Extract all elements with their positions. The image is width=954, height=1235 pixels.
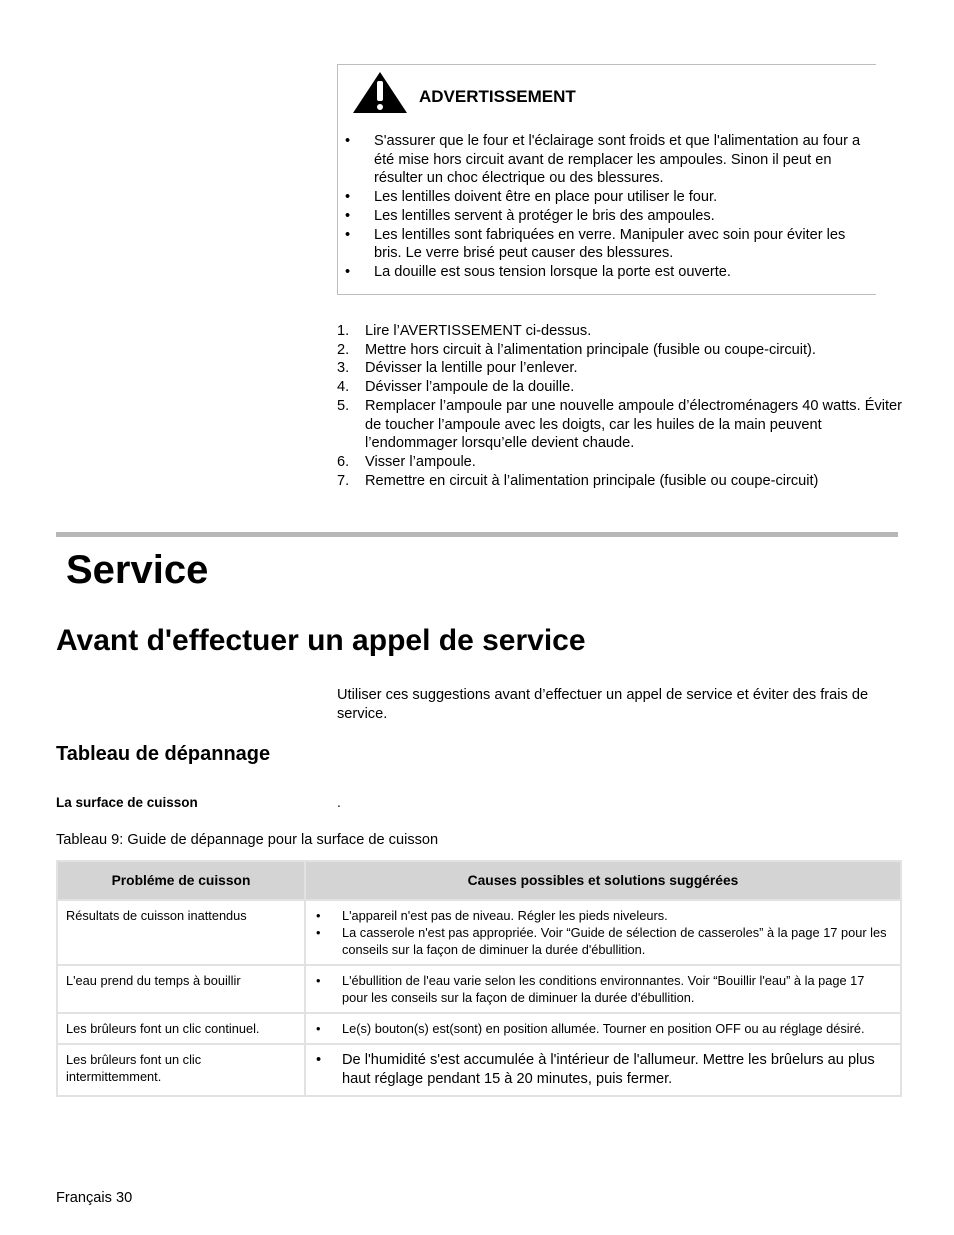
bullet: • [316, 908, 321, 923]
step-item: 4. Dévisser l’ampoule de la douille. [337, 379, 575, 396]
page-footer: Français 30 [56, 1190, 133, 1206]
intro-text: Utiliser ces suggestions avant d’effectuer un appel de service et éviter des frais de service. [337, 687, 869, 722]
cause-list [314, 907, 892, 958]
section-divider [56, 532, 898, 537]
troubleshooting-title: Tableau de dépannage [56, 743, 271, 765]
cause-list [314, 1020, 892, 1037]
table-row [57, 965, 901, 1013]
step-item: 5. Remplacer l’ampoule par une nouvelle ampoule d’électroménagers 40 watts. Éviter de toucher l’ampoule avec les doigts, car les huiles de la main peuvent l’endommager lorsqu’elle devient chaude. [337, 397, 903, 452]
step-item: 7. Remettre en circuit à l’alimentation principale (fusible ou coupe-circuit) [337, 472, 819, 489]
table-row [57, 900, 901, 965]
problem-cell: Les brûleurs font un clic continuel. [57, 1013, 305, 1044]
causes-cell [305, 1013, 901, 1044]
warning-item: • Les lentilles doivent être en place pour utiliser le four. [345, 189, 718, 206]
bullet: • [345, 263, 351, 280]
bullet: • [316, 973, 321, 988]
bullet: • [345, 226, 351, 243]
subsection-title: Avant d'effectuer un appel de service [56, 624, 586, 657]
bullet: • [316, 925, 321, 940]
bullet: • [316, 1052, 322, 1068]
causes-cell [305, 1044, 901, 1096]
warning-list [345, 132, 870, 282]
surface-dot: . [337, 794, 341, 810]
causes-cell [305, 900, 901, 965]
table-row [57, 1013, 901, 1044]
step-item: 1. Lire l’AVERTISSEMENT ci-dessus. [337, 323, 592, 339]
table-row [57, 1044, 901, 1096]
table-caption: Tableau 9: Guide de dépannage pour la surface de cuisson [56, 832, 439, 848]
warning-item: • Les lentilles sont fabriquées en verre. Manipuler avec soin pour éviter les bris. Le verre brisé peut causer des blessures. [345, 226, 846, 262]
cause-list [314, 972, 892, 1006]
replacement-steps [337, 322, 902, 490]
section-title: Service [66, 548, 209, 592]
cause-item: • Le(s) bouton(s) est(sont) en position allumée. Tourner en position OFF ou au réglage désiré. [316, 1021, 865, 1036]
header-problem: Probléme de cuisson [57, 861, 305, 900]
problem-cell: L'eau prend du temps à bouillir [57, 965, 305, 1013]
cause-item: • L'ébullition de l'eau varie selon les conditions environnantes. Voir “Bouillir l'eau” à la page 17 pour les conseils sur la façon de diminuer la durée d'ébullition. [316, 973, 865, 1005]
step-item: 3. Dévisser la lentille pour l’enlever. [337, 360, 578, 377]
warning-item: • La douille est sous tension lorsque la porte est ouverte. [345, 263, 731, 280]
cause-list [314, 1051, 892, 1089]
warning-box [337, 64, 876, 295]
cause-item: • De l'humidité s'est accumulée à l'intérieur de l'allumeur. Mettre les brûelurs au plus haut réglage pendant 15 à 20 minutes, puis fermer. [316, 1052, 875, 1087]
warning-item: • S'assurer que le four et l'éclairage sont froids et que l'alimentation au four a été mise hors circuit avant de remplacer les ampoules. Sinon il peut en résulter un choc électrique ou des blessures. [345, 133, 861, 187]
problem-cell: Les brûleurs font un clic intermittemment. [57, 1044, 305, 1096]
cause-item: • La casserole n'est pas appropriée. Voir “Guide de sélection de casseroles” à la page 17 pour les conseils sur la façon de diminuer la durée d'ébullition. [316, 925, 887, 957]
warning-triangle-icon [351, 70, 409, 114]
bullet: • [316, 1021, 321, 1036]
bullet: • [345, 207, 351, 224]
problem-cell: Résultats de cuisson inattendus [57, 900, 305, 965]
step-item: 2. Mettre hors circuit à l’alimentation principale (fusible ou coupe-circuit). [337, 341, 816, 358]
surface-heading: La surface de cuisson [56, 795, 198, 810]
bullet: • [345, 133, 351, 149]
bullet: • [345, 189, 351, 206]
warning-item: • Les lentilles servent à protéger le bris des ampoules. [345, 207, 715, 224]
warning-title: ADVERTISSEMENT [419, 87, 576, 106]
causes-cell [305, 965, 901, 1013]
table-header-row [57, 861, 901, 900]
cause-item: • L'appareil n'est pas de niveau. Régler les pieds niveleurs. [316, 908, 668, 923]
troubleshooting-table [56, 860, 902, 1097]
header-causes: Causes possibles et solutions suggérées [305, 861, 901, 900]
step-item: 6. Visser l’ampoule. [337, 453, 476, 470]
